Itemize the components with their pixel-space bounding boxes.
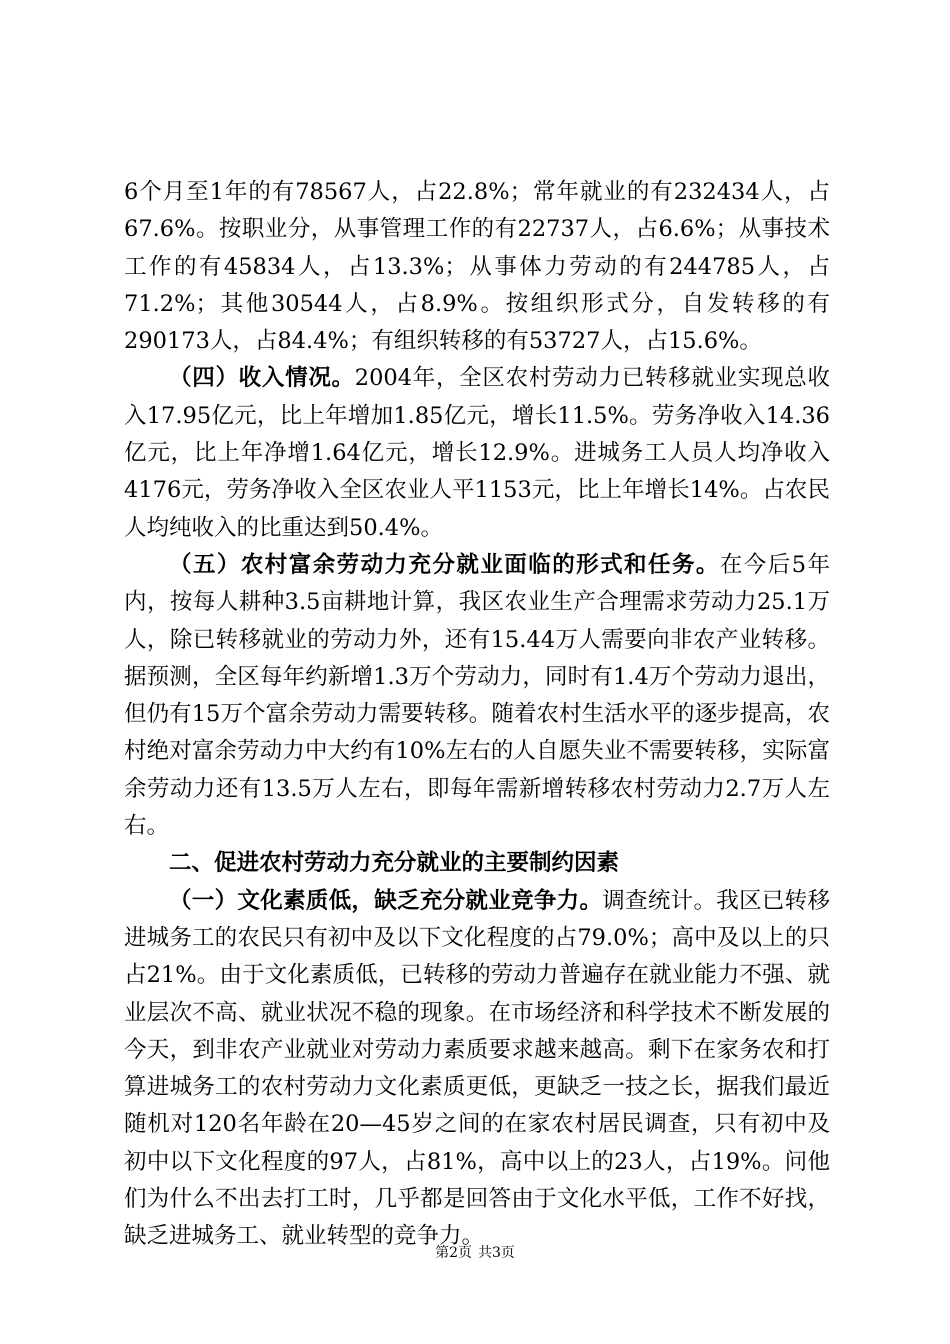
document-body [124,174,830,1256]
paragraph-employment-breakdown: 6个月至1年的有78567人，占22.8%；常年就业的有232434人，占67.6%。按职业分，从事管理工作的有22737人，占6.6%；从事技术工作的有45834人，占13.3%；从事体力劳动的有244785人，占71.2%；其他30544人，占8.9%。按组织形式分，自发转移的有290173人，占84.4%；有组织转移的有53727人，占15.6%。 [124,179,830,355]
section-title-surplus-labor: （五）农村富余劳动力充分就业面临的形式和任务。 [169,551,720,578]
paragraph-surplus-labor-tasks [124,547,830,845]
section-title-income: （四）收入情况。 [169,365,355,392]
chapter-heading-constraints: 二、促进农村劳动力充分就业的主要制约因素 [169,850,620,877]
page-number: 第2页 [435,1245,472,1261]
paragraph-education-level [124,883,830,1256]
page-footer [0,1244,950,1262]
section-title-education: （一）文化素质低，缺乏充分就业竞争力。 [169,887,603,914]
section-text-income: 2004年，全区农村劳动力已转移就业实现总收入17.95亿元，比上年增加1.85亿元，增长11.5%。劳务净收入14.36亿元，比上年净增1.64亿元，增长12.9%。进城务工人员人均净收入4176元，劳务净收入全区农业人平1153元，比上年增长14%。占农民人均纯收入的比重达到50.4%。 [124,365,830,541]
page-total: 共3页 [478,1245,515,1261]
section-text-surplus-labor: 在今后5年内，按每人耕种3.5亩耕地计算，我区农业生产合理需求劳动力25.1万人，除已转移就业的劳动力外，还有15.44万人需要向非农产业转移。据预测，全区每年约新增1.3万个劳动力，同时有1.4万个劳动力退出，但仍有15万个富余劳动力需要转移。随着农村生活水平的逐步提高，农村绝对富余劳动力中大约有10%左右的人自愿失业不需要转移，实际富余劳动力还有13.5万人左右，即每年需新增转移农村劳动力2.7万人左右。 [124,551,830,840]
paragraph-income [124,360,830,546]
section-text-education: 调查统计。我区已转移进城务工的农民只有初中及以下文化程度的占79.0%；高中及以上的只占21%。由于文化素质低，已转移的劳动力普遍存在就业能力不强、就业层次不高、就业状况不稳的现象。在市场经济和科学技术不断发展的今天，到非农产业就业对劳动力素质要求越来越高。剩下在家务农和打算进城务工的农村劳动力文化素质更低，更缺乏一技之长，据我们最近随机对120名年龄在20—45岁之间的在家农村居民调查，只有初中及初中以下文化程度的97人，占81%，高中以上的23人，占19%。问他们为什么不出去打工时，几乎都是回答由于文化水平低，工作不好找，缺乏进城务工、就业转型的竞争力。 [124,887,830,1250]
